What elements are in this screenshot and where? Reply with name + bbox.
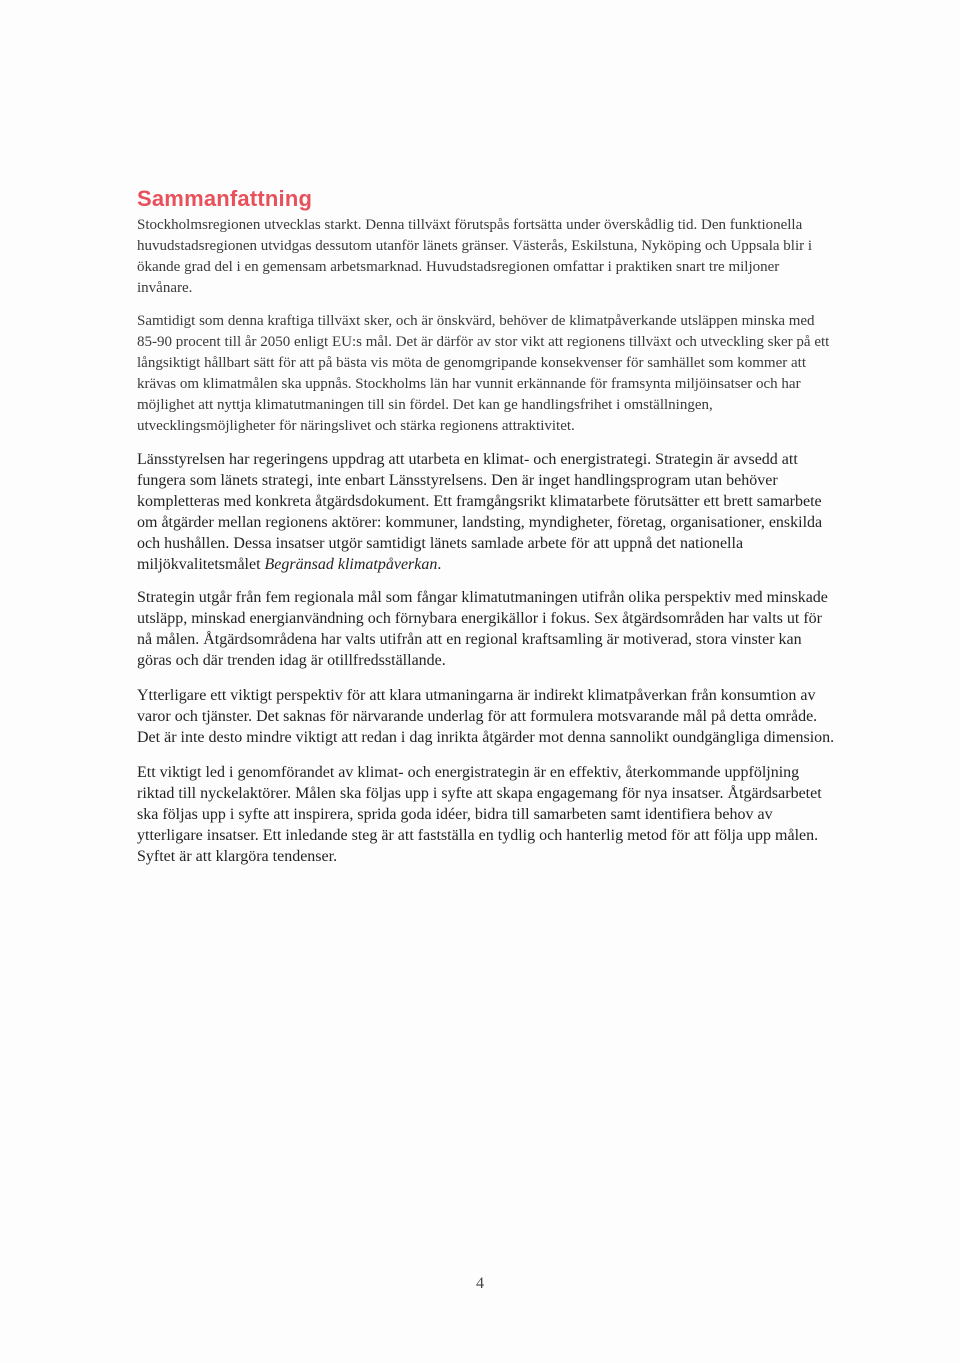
- paragraph-strategy: [137, 449, 837, 575]
- paragraph-strategy-end: .: [437, 556, 442, 573]
- paragraph-followup: Ett viktigt led i genomförandet av klimat- och energistrategin är en effektiv, återkommande uppföljning riktad till nyckelaktörer. Målen ska följas upp i syfte att skapa engagemang för nya insatser. Åtgärdsarbetet ska följas upp i syfte att inspirera, sprida goda idéer, bidra till samarbeten samt identifiera behov av ytterligare insatser. Ett inledande steg är att fastställa en tydlig och hanterlig metod för att följa upp målen. Syftet är att klargöra tendenser.: [137, 764, 822, 865]
- page-content: [137, 186, 837, 879]
- paragraph-emissions: Samtidigt som denna kraftiga tillväxt sker, och är önskvärd, behöver de klimatpåverkande utsläppen minska med 85-90 procent till år 2050 enligt EU:s mål. Det är därför av stor vikt att regionens tillväxt och utveckling sker på ett långsiktigt hållbart sätt för att på bästa vis möta de genomgripande konsekvenser för samhället som kommer att krävas om klimatmålen ska uppnås. Stockholms län har vunnit erkännande för framsynta miljöinsatser och har möjlighet att nyttja klimatutmaningen till sin fördel. Det kan ge handlingsfrihet i omställningen, utvecklingsmöjligheter för näringslivet och stärka regionens attraktivitet.: [137, 313, 830, 434]
- paragraph-goals: Strategin utgår från fem regionala mål som fångar klimatutmaningen utifrån olika perspektiv med minskade utsläpp, minskad energianvändning och förnybara energikällor i fokus. Sex åtgärdsområden har valts ut för nå målen. Åtgärdsområdena har valts utifrån att en regional kraftsamling är motiverad, stora vinster kan göras och där trenden idag är otillfredsställande.: [137, 589, 828, 669]
- paragraph-consumption: Ytterligare ett viktigt perspektiv för att klara utmaningarna är indirekt klimatpåverkan från konsumtion av varor och tjänster. Det saknas för närvarande underlag för att formulera motsvarande mål på detta område. Det är inte desto mindre viktigt att redan i dag inrikta åtgärder mot denna sannolikt oundgängliga dimension.: [137, 687, 835, 746]
- paragraph-strategy-text: Länsstyrelsen har regeringens uppdrag att utarbeta en klimat- och energistrategi. Strategin är avsedd att fungera som länets strategi, inte enbart Länsstyrelsens. Den är inget handlingsprogram utan behöver kompletteras med konkreta åtgärdsdokument. Ett framgångsrikt klimatarbete förutsätter ett brett samarbete om åtgärder mellan regionens aktörer: kommuner, landsting, myndigheter, företag, organisationer, enskilda och hushållen. Dessa insatser utgör samtidigt länets samlade arbete för att uppnå det nationella miljökvalitetsmålet: [137, 451, 823, 573]
- page-number: 4: [476, 1275, 484, 1292]
- paragraph-intro: Stockholmsregionen utvecklas starkt. Denna tillväxt förutspås fortsätta under överskådlig tid. Den funktionella huvudstadsregionen utvidgas dessutom utanför länets gränser. Västerås, Eskilstuna, Nyköping och Uppsala blir i ökande grad del i en gemensam arbetsmarknad. Huvudstadsregionen omfattar i praktiken snart tre miljoner invånare.: [137, 217, 813, 296]
- goal-title: Begränsad klimatpåverkan: [264, 556, 438, 573]
- section-heading: Sammanfattning: [137, 186, 313, 211]
